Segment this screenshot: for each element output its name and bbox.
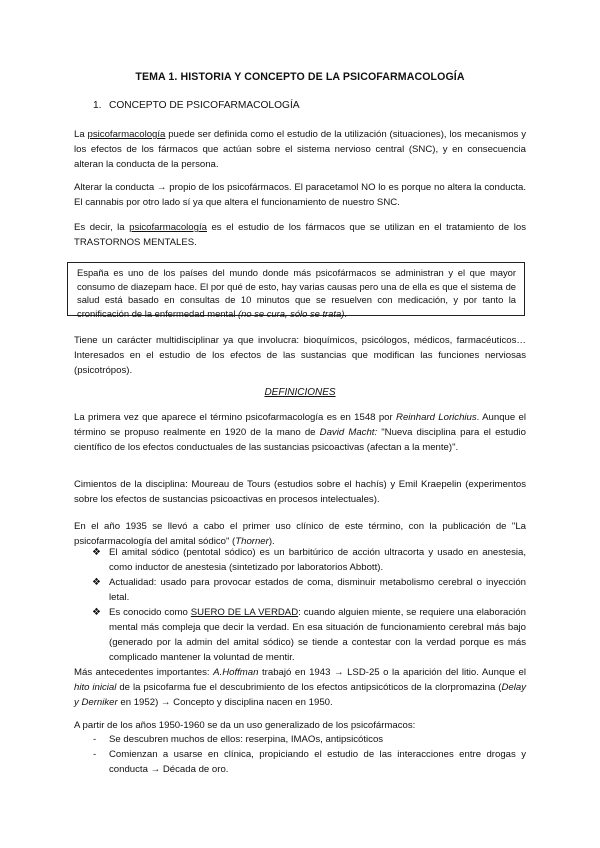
- term-psicofarmacologia: psicofarmacología: [87, 129, 166, 140]
- list-item-text: Actualidad: usado para provocar estados de coma, disminuir metabolismo cerebral o inyección letal.: [109, 577, 526, 603]
- diamond-bullet-icon: ❖: [92, 577, 101, 588]
- document-title: TEMA 1. HISTORIA Y CONCEPTO DE LA PSICOFARMACOLOGÍA: [135, 71, 465, 83]
- italic-note: (no se cura, sólo se trata): [238, 307, 345, 319]
- list-item: [92, 747, 526, 777]
- paragraph-multidisciplinar: Tiene un carácter multidisciplinar ya que involucra: bioquímicos, psicólogos, médicos, farmacéuticos… Interesados en el estudio de los efectos de las sustancias que modifican las funciones nerviosas (psicotrópos).: [74, 335, 526, 376]
- text-run: España es uno de los países del mundo donde más psicofármacos se administran y el que mayor consumo de diazepam hace. El por qué de esto, hay varias causas pero una de ella es que el sistema de salud está basado en consultas de 10 minutos que se resuelven con medicación, y por tanto la cronificación de la enfermedad mental: [77, 267, 516, 319]
- list-item: [92, 575, 526, 605]
- text-run: Es decir, la: [74, 222, 130, 233]
- text-run: "Nueva disciplina para el estudio científico de los efectos conductuales de las sustancias psicoactivas (afectan a la mente)".: [74, 427, 527, 453]
- author-name: David Macht:: [319, 427, 378, 438]
- bullet-list: [92, 545, 526, 665]
- list-item-text: El amital sódico (pentotal sódico) es un barbitúrico de acción ultracorta y usado en anestesia, como inductor de anestesia (sintetizado por laboratorios Abbott).: [109, 547, 526, 573]
- text-run: Más antecedentes importantes:: [74, 667, 214, 678]
- text-run: En el año 1935 se llevó a cabo el primer uso clínico de este término, con la publicación de "La psicofarmacología del amital sódico" (: [74, 521, 526, 547]
- paragraph-definition: [74, 127, 526, 172]
- diamond-bullet-icon: ❖: [92, 547, 101, 558]
- text-run: La primera vez que aparece el término psicofarmacología es en 1548 por: [74, 412, 397, 423]
- term-suero-de-la-verdad: SUERO DE LA VERDAD: [190, 607, 299, 618]
- list-item: [92, 605, 526, 665]
- text-run: ).: [268, 536, 275, 547]
- paragraph-cimientos: Cimientos de la disciplina: Moureau de Tours (estudios sobre el hachís) y Emil Kraepelin (experimentos sobre los efectos de sustancias psicoactivas en procesos intelectuales).: [74, 479, 526, 505]
- list-item: [92, 732, 526, 747]
- paragraph-es-decir: [74, 220, 526, 250]
- text-run: . Aunque el término se propuso realmente en 1920 de la mano de: [74, 412, 526, 438]
- list-item-text: Es conocido como: [109, 607, 191, 618]
- dash-list: [92, 732, 526, 777]
- list-item-text: Se descubren muchos de ellos: reserpina, IMAOs, antipsicóticos: [109, 734, 384, 745]
- paragraph-alterar-conducta: Alterar la conducta → propio de los psicofármacos. El paracetamol NO lo es porque no altera la conducta. El cannabis por otro lado sí ya que altera el funcionamiento de nuestro SNC.: [74, 182, 526, 208]
- diamond-bullet-icon: ❖: [92, 607, 101, 618]
- list-item-text: Comienzan a usarse en clínica, propiciando el estudio de las interacciones entre drogas y conducta → Década de oro.: [109, 749, 526, 775]
- paragraph-antecedentes: [74, 665, 526, 710]
- author-name: Thorner: [235, 536, 269, 547]
- list-item-text: : cuando alguien miente, se requiere una elaboración mental más compleja que decir la verdad. En esa situación de funcionamiento cerebral más bajo (generado por la admin del amital sódico) se tiende a contestar con la verdad porque es más complicado mantener la voluntad de mentir.: [109, 607, 526, 663]
- section-number: 1.: [93, 100, 102, 111]
- author-name: A.Hoffman: [213, 667, 259, 678]
- dash-bullet: -: [93, 734, 97, 745]
- term-psicofarmacologia: psicofarmacología: [129, 222, 207, 233]
- text-run: puede ser definida como el estudio de la utilización (situaciones), los mecanismos y los efectos de los fármacos que actúan sobre el sistema nervioso central (SNC), y en consecuencia alteran la conducta de la persona.: [74, 129, 526, 170]
- definitions-heading: DEFINICIONES: [264, 387, 336, 398]
- author-name: Delay y Derniker: [74, 682, 526, 708]
- italic-term: hito inicial: [74, 682, 117, 693]
- paragraph-primera-vez: [74, 410, 526, 455]
- text-run: en 1952) → Concepto y disciplina nacen en 1950.: [117, 697, 333, 708]
- callout-box-espana: [67, 262, 525, 319]
- dash-bullet: -: [93, 749, 97, 760]
- text-run: es el estudio de los fármacos que se utilizan en el tratamiento de los TRASTORNOS MENTALES.: [74, 222, 526, 248]
- section-title: CONCEPTO DE PSICOFARMACOLOGÍA: [109, 100, 300, 111]
- paragraph-1950-1960: A partir de los años 1950-1960 se da un uso generalizado de los psicofármacos:: [74, 720, 416, 731]
- list-item: [92, 545, 526, 575]
- text-run: La: [74, 129, 88, 140]
- text-run: de la psicofarma fue el descubrimiento de los efectos antipsicóticos de la clorpromazina (: [116, 682, 502, 693]
- text-run: .: [344, 307, 347, 319]
- text-run: trabajó en 1943 → LSD-25 o la aparición del litio. Aunque el: [258, 667, 526, 678]
- section-heading: [93, 100, 300, 111]
- author-name: Reinhard Lorichius: [396, 412, 477, 423]
